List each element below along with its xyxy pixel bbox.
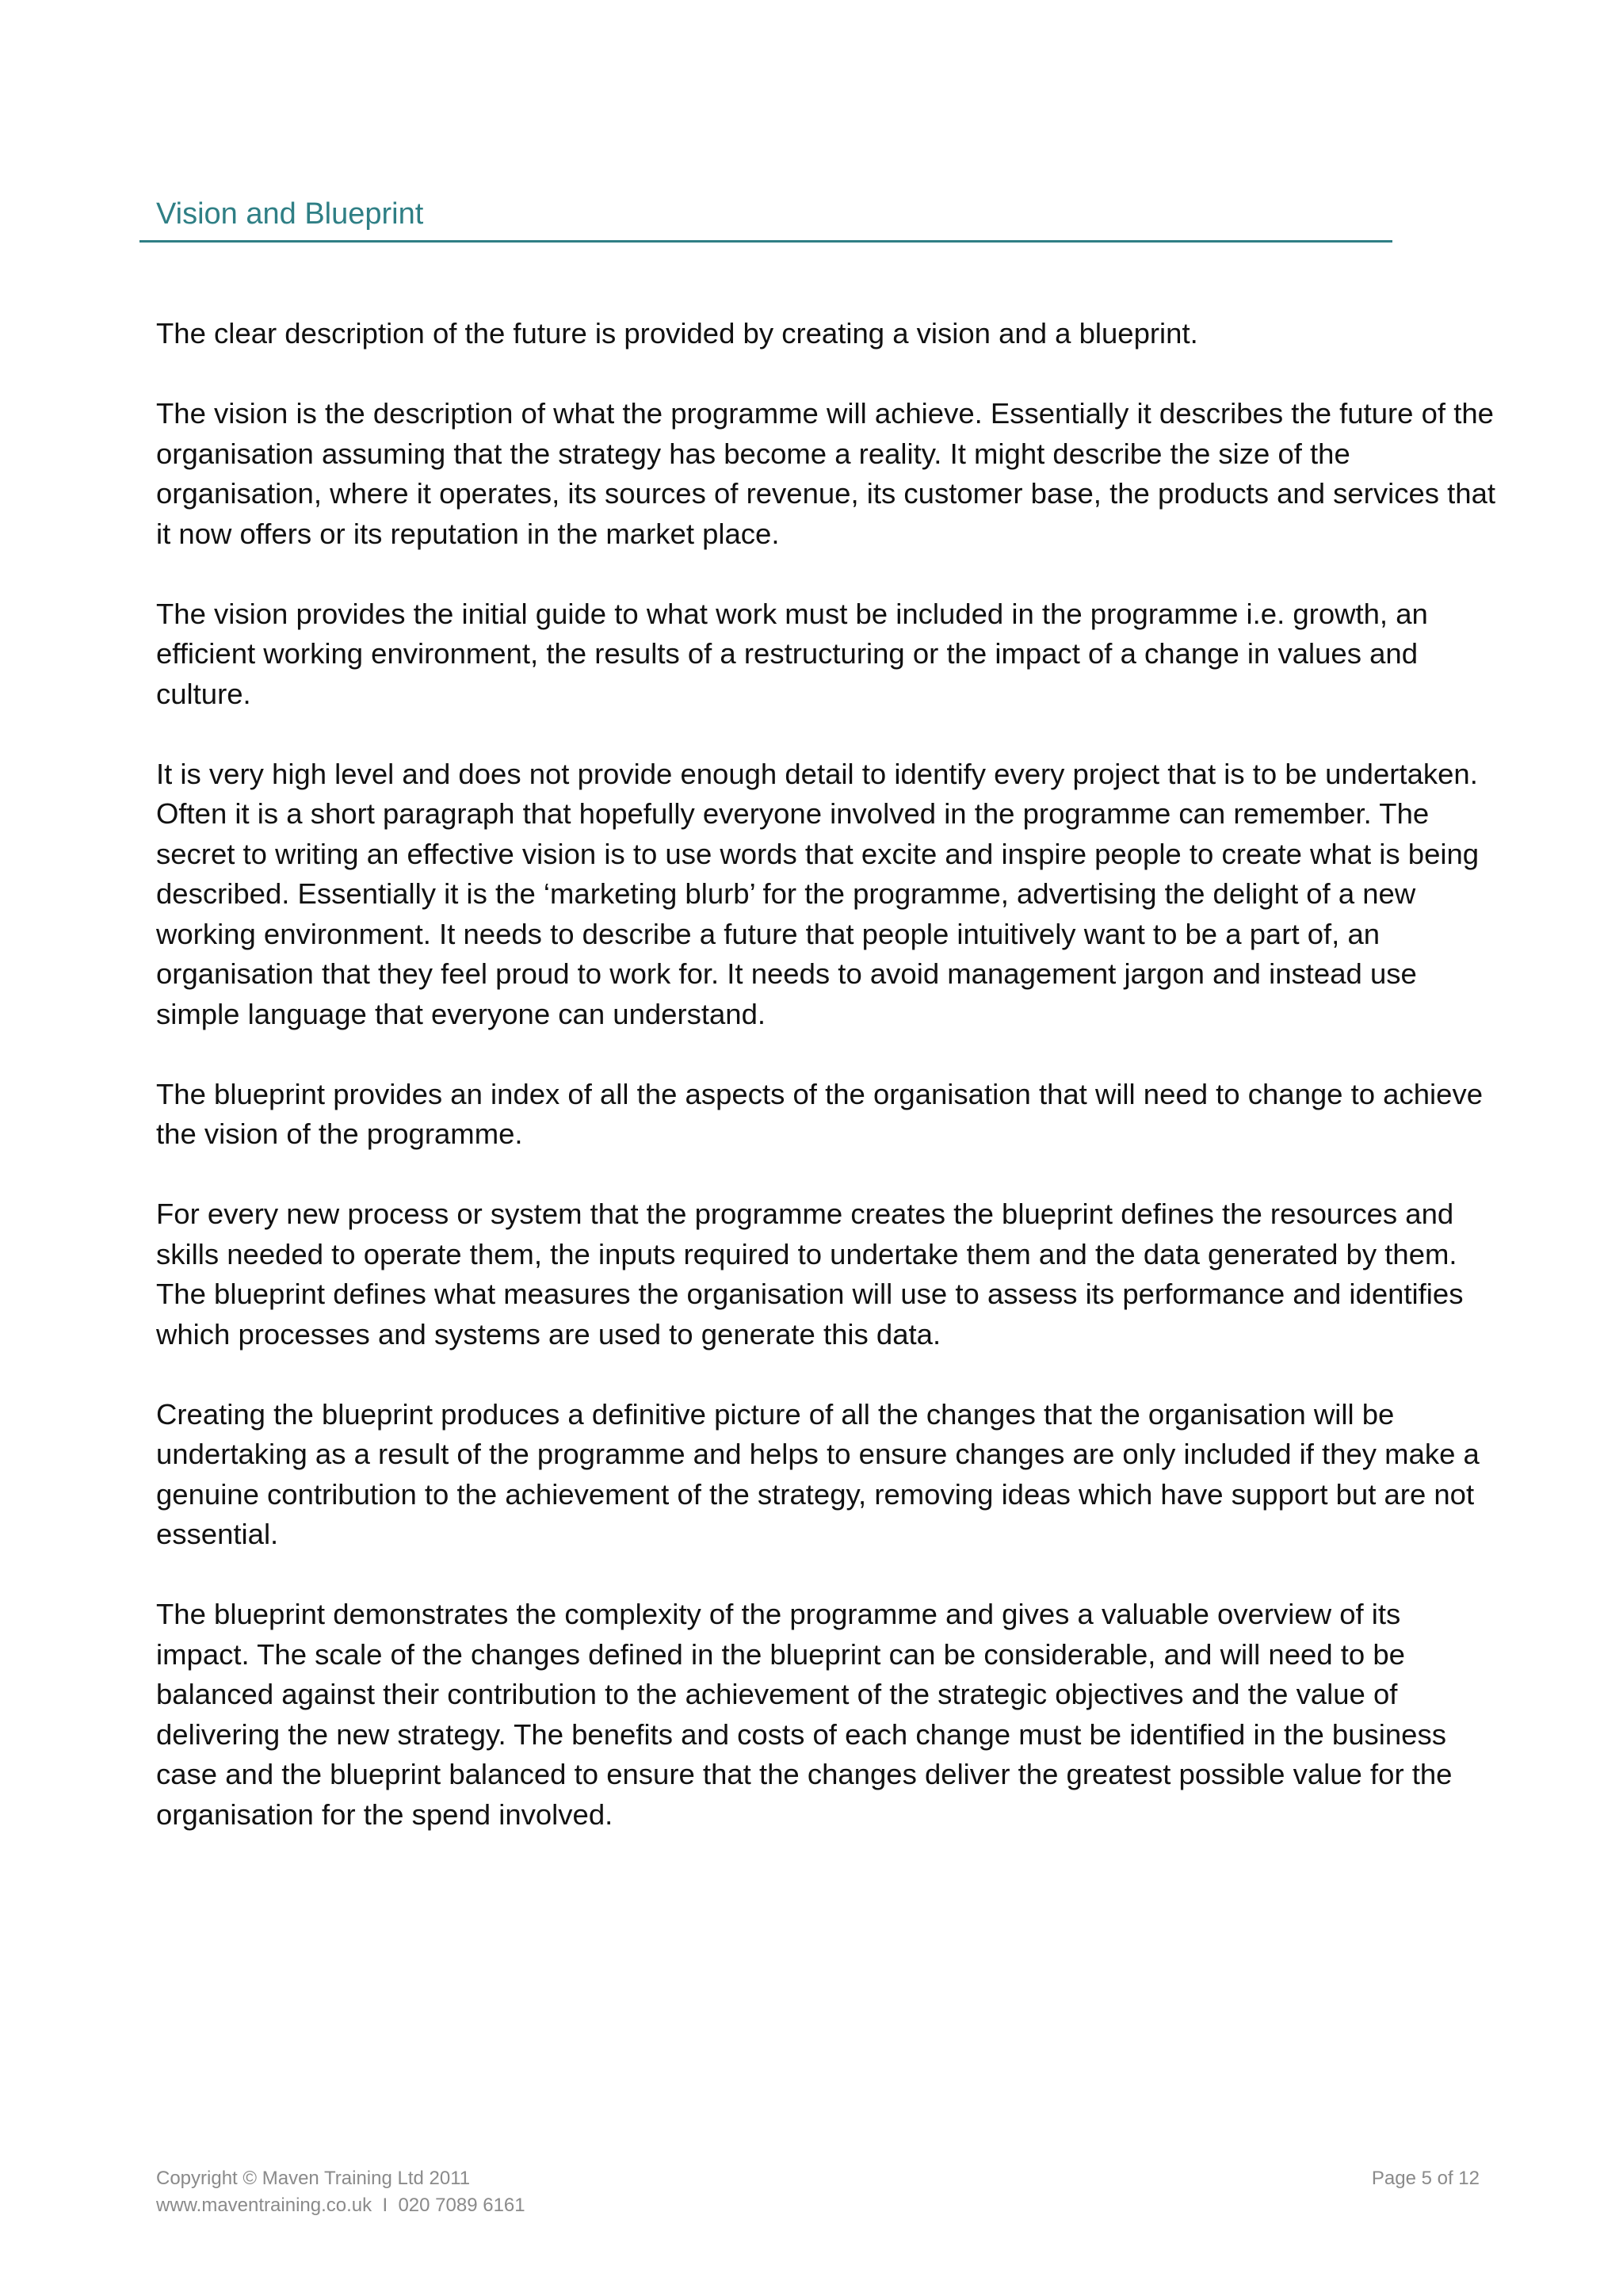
paragraph: The vision provides the initial guide to what work must be included in the programme i.e. growth, an efficient working environment, the results of a restructuring or the impact of a change in values and culture. — [156, 597, 1428, 710]
heading-divider — [139, 240, 1392, 243]
footer-contact: www.maventraining.co.uk I 020 7089 6161 — [156, 2195, 525, 2216]
footer-left — [156, 2165, 525, 2219]
paragraph: For every new process or system that the programme creates the blueprint defines the resources and skills needed to operate them, the inputs required to undertake them and the data generated by them. The blueprint defines what measures the organisation will use to assess its performance and identifies which processes and systems are used to generate this data. — [156, 1198, 1464, 1350]
paragraph: The clear description of the future is provided by creating a vision and a blueprint. — [156, 317, 1198, 350]
footer-copyright: Copyright © Maven Training Ltd 2011 — [156, 2168, 471, 2189]
body-text — [156, 314, 1495, 1875]
paragraph: It is very high level and does not provide enough detail to identify every project that is to be undertaken. Often it is a short paragraph that hopefully everyone involved in the programme can remember. The secret to writing an effective vision is to use words that excite and inspire people to create what is being described. Essentially it is the ‘marketing blurb’ for the programme, advertising the delight of a new working environment. It needs to describe a future that people intuitively want to be a part of, an organisation that they feel proud to work for. It needs to avoid management jargon and instead use simple language that everyone can understand. — [156, 757, 1480, 1030]
footer-right — [1372, 2165, 1480, 2192]
page-number: Page 5 of 12 — [1371, 2168, 1480, 2189]
paragraph: The blueprint provides an index of all the aspects of the organisation that will need to change to achieve the vision of the programme. — [156, 1077, 1483, 1150]
paragraph: The blueprint demonstrates the complexity of the programme and gives a valuable overview of its impact. The scale of the changes defined in the blueprint can be considerable, and will need to be balanced against their contribution to the achievement of the strategic objectives and the value of delivering the new strategy. The benefits and costs of each change must be identified in the business case and the blueprint balanced to ensure that the changes deliver the greatest possible value for the organisation for the spend involved. — [156, 1598, 1453, 1831]
section-heading: Vision and Blueprint — [156, 197, 424, 231]
paragraph: Creating the blueprint produces a definitive picture of all the changes that the organisation will be undertaking as a result of the programme and helps to ensure changes are only included if they make a genuine contribution to the achievement of the strategy, removing ideas which have support but are not essential. — [156, 1397, 1480, 1550]
paragraph: The vision is the description of what the programme will achieve. Essentially it describes the future of the organisation assuming that the strategy has become a reality. It might describe the size of the organisation, where it operates, its sources of revenue, its customer base, the products and services that it now offers or its reputation in the market place. — [156, 397, 1496, 550]
